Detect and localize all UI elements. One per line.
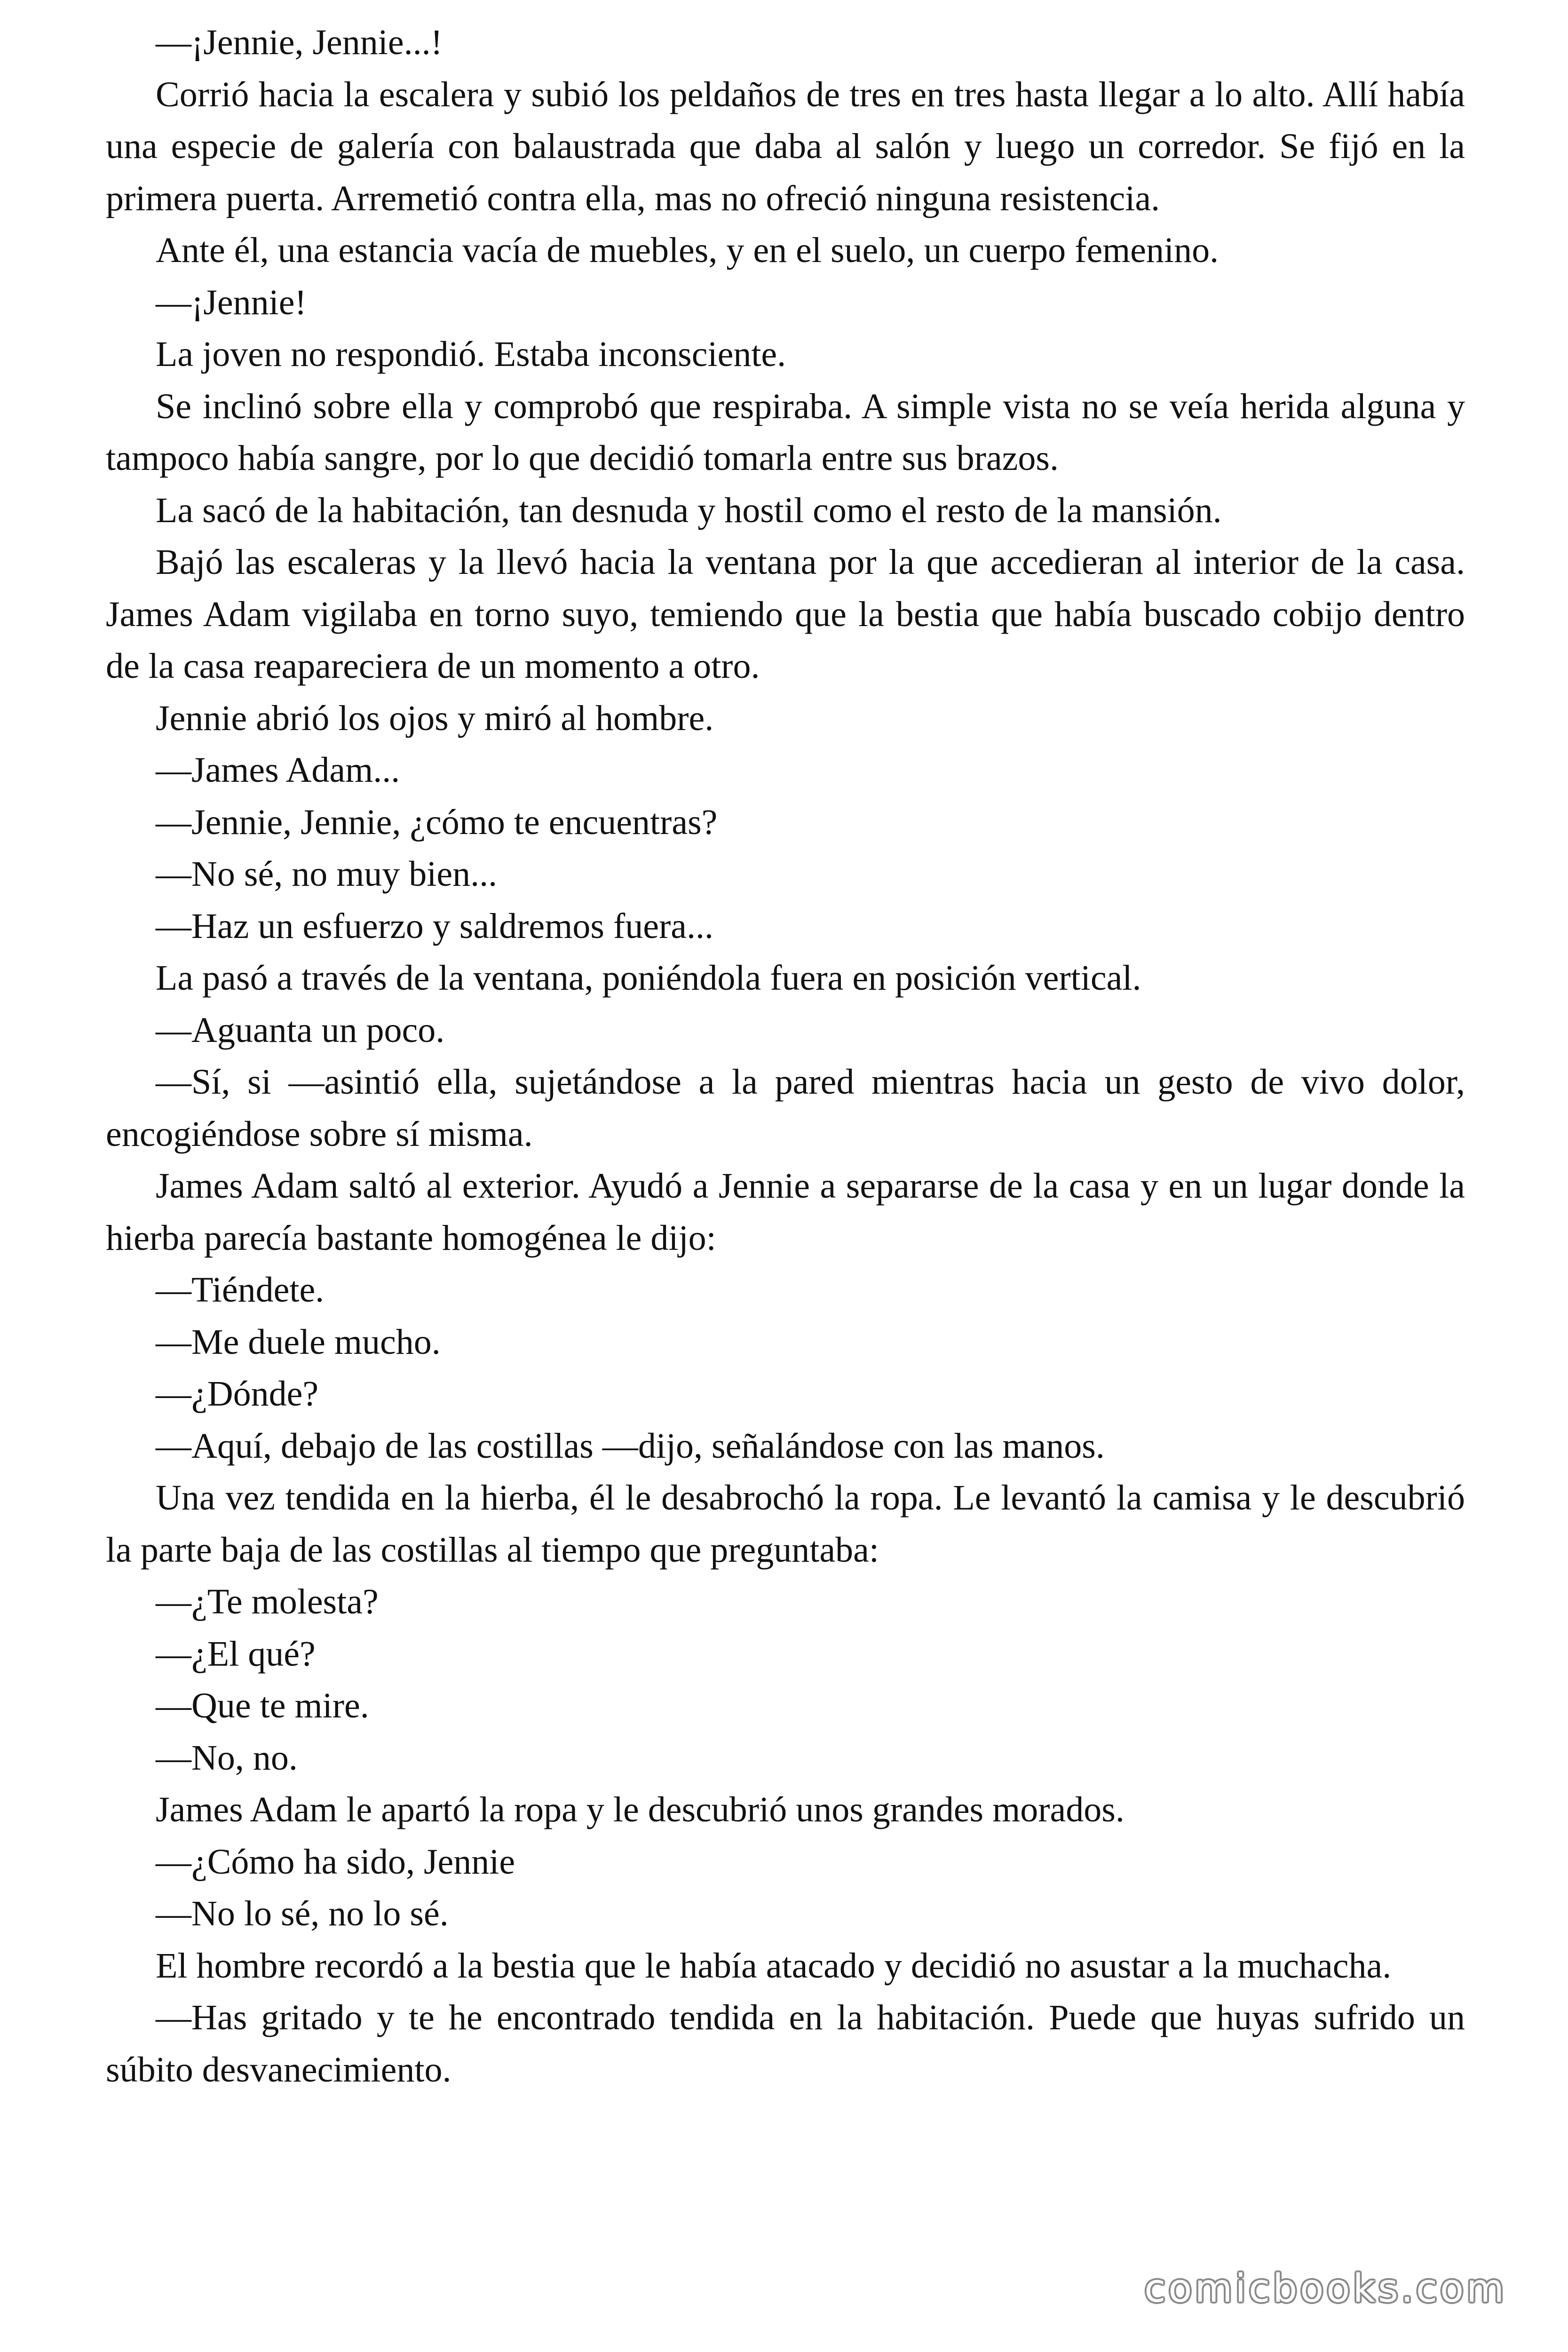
paragraph: —Que te mire.: [156, 1686, 369, 1725]
watermark: comicbooks.com: [1144, 2266, 1507, 2311]
paragraph: James Adam saltó al exterior. Ayudó a Jennie a separarse de la casa y en un lugar donde la hierba parecía bastante homogénea le dijo:: [106, 1166, 1465, 1258]
paragraph: —¡Jennie, Jennie...!: [156, 23, 443, 62]
paragraph: Corrió hacia la escalera y subió los peldaños de tres en tres hasta llegar a lo alto. Allí había una especie de galería con balaustrada que daba al salón y luego un corredor. Se fijó en la primera puerta. Arremetió contra ella, mas no ofreció ninguna resistencia.: [106, 74, 1465, 218]
paragraph: La pasó a través de la ventana, poniéndola fuera en posición vertical.: [156, 958, 1141, 998]
paragraph: James Adam le apartó la ropa y le descubrió unos grandes morados.: [156, 1790, 1125, 1829]
paragraph: Ante él, una estancia vacía de muebles, y en el suelo, un cuerpo femenino.: [156, 230, 1219, 270]
paragraph: —Aguanta un poco.: [156, 1010, 445, 1050]
paragraph: —James Adam...: [156, 750, 400, 790]
paragraph: —No lo sé, no lo sé.: [156, 1894, 449, 1933]
paragraph: —No sé, no muy bien...: [156, 854, 498, 894]
paragraph: La sacó de la habitación, tan desnuda y hostil como el resto de la mansión.: [156, 490, 1222, 530]
paragraph: Jennie abrió los ojos y miró al hombre.: [156, 698, 714, 738]
paragraph: —Sí, si —asintió ella, sujetándose a la pared mientras hacia un gesto de vivo dolor, encogiéndose sobre sí misma.: [106, 1062, 1465, 1154]
paragraph: Se inclinó sobre ella y comprobó que respiraba. A simple vista no se veía herida alguna y tampoco había sangre, por lo que decidió tomarla entre sus brazos.: [106, 386, 1465, 478]
paragraph: —Tiéndete.: [156, 1270, 325, 1310]
paragraph: El hombre recordó a la bestia que le había atacado y decidió no asustar a la muchacha.: [156, 1946, 1392, 1986]
paragraph: —Aquí, debajo de las costillas —dijo, señalándose con las manos.: [156, 1426, 1105, 1466]
paragraph: —Me duele mucho.: [156, 1322, 441, 1362]
paragraph: —¿El qué?: [156, 1634, 316, 1674]
body-text: [106, 16, 1465, 2096]
paragraph: —Jennie, Jennie, ¿cómo te encuentras?: [156, 802, 718, 842]
paragraph: —¡Jennie!: [156, 282, 307, 322]
paragraph: —¿Dónde?: [156, 1374, 319, 1414]
paragraph: Bajó las escaleras y la llevó hacia la ventana por la que accedieran al interior de la casa. James Adam vigilaba en torno suyo, temiendo que la bestia que había buscado cobijo dentro de la casa reapareciera de un momento a otro.: [106, 542, 1465, 686]
paragraph: —Has gritado y te he encontrado tendida en la habitación. Puede que huyas sufrido un súbito desvanecimiento.: [106, 1998, 1465, 2090]
paragraph: Una vez tendida en la hierba, él le desabrochó la ropa. Le levantó la camisa y le descubrió la parte baja de las costillas al tiempo que preguntaba:: [106, 1478, 1465, 1570]
paragraph: —¿Te molesta?: [156, 1582, 379, 1621]
paragraph: La joven no respondió. Estaba inconsciente.: [156, 334, 786, 374]
paragraph: —No, no.: [156, 1738, 298, 1778]
paragraph: —Haz un esfuerzo y saldremos fuera...: [156, 906, 713, 946]
paragraph: —¿Cómo ha sido, Jennie: [156, 1842, 515, 1882]
